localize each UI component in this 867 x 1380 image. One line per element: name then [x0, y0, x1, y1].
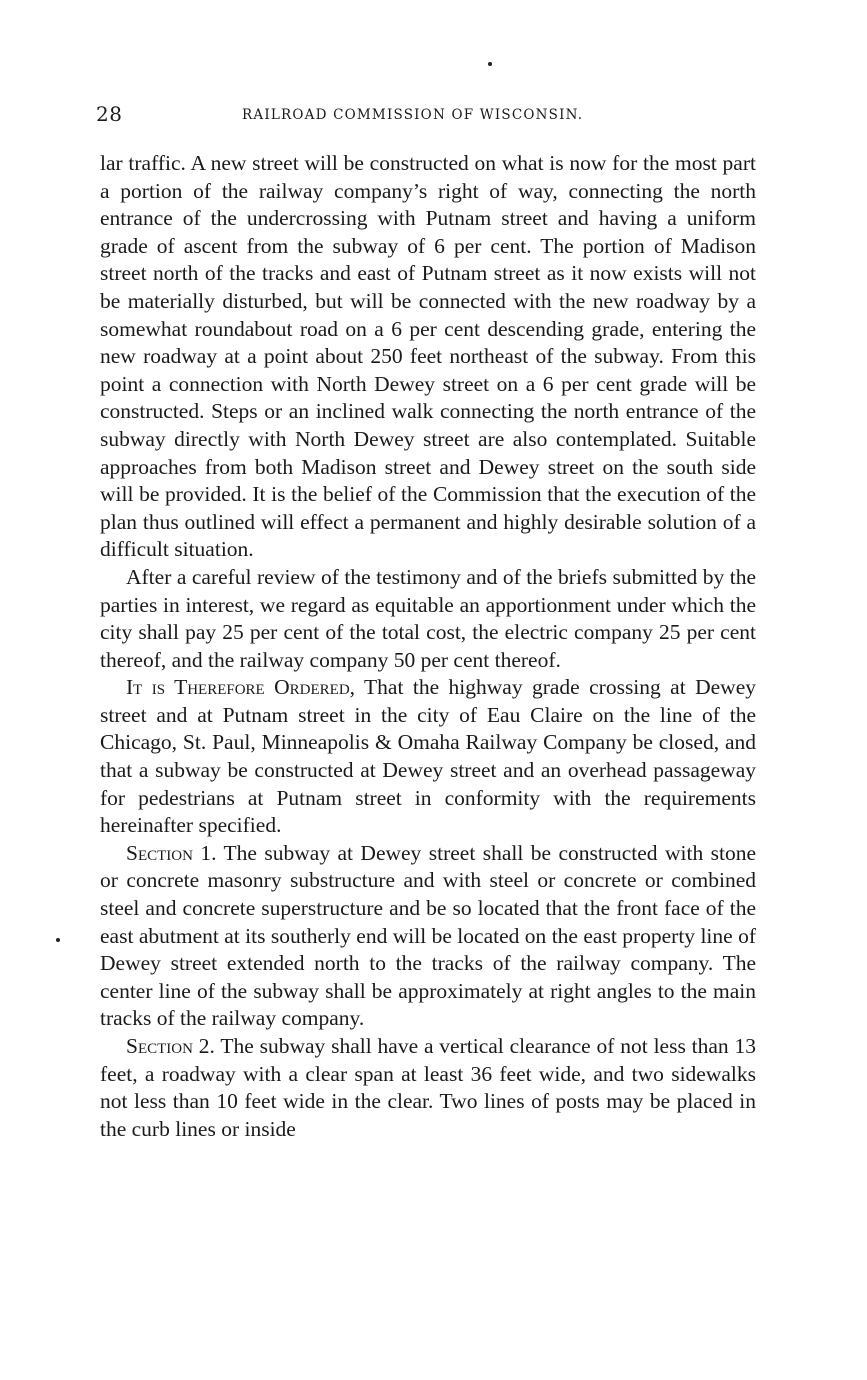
paragraph-5: [100, 1033, 756, 1143]
running-head: RAILROAD COMMISSION OF WISCONSIN.: [242, 107, 584, 123]
paragraph-text: After a careful review of the testimony and of the briefs submitted by the parties in interest, we regard as equitable an apportionment under which the city shall pay 25 per cent of the total cost, the electric company 25 per cent thereof, and the railway company 50 per cent thereof.: [100, 564, 756, 672]
paragraph-text: lar traffic. A new street will be constructed on what is now for the most part a portion of the railway company’s right of way, connecting the north entrance of the undercrossing with Putnam street and having a uniform grade of ascent from the subway of 6 per cent. The portion of Madison street north of the tracks and east of Putnam street as it now exists will not be materially disturbed, but will be connected with the new roadway by a somewhat roundabout road on a 6 per cent descending grade, entering the new roadway at a point about 250 feet northeast of the subway. From this point a connection with North Dewey street on a 6 per cent grade will be constructed. Steps or an inclined walk connecting the north entrance of the subway directly with North Dewey street are also contemplated. Suitable approaches from both Madison street and Dewey street on the south side will be provided. It is the belief of the Commission that the execution of the plan thus outlined will effect a permanent and highly desirable solution of a difficult situation.: [100, 151, 756, 562]
paragraph-4: [100, 840, 756, 1033]
scan-speck: [56, 938, 60, 942]
paragraph-text: The subway shall have a vertical clearance of not less than 13 feet, a roadway with a clear span at least 36 feet wide, and two sidewalks not less than 10 feet wide in the clear. Two lines of posts may be placed in the curb lines or inside: [100, 1034, 756, 1141]
paragraph-3: [100, 674, 756, 840]
paragraph-1: [100, 150, 756, 564]
scan-speck: [488, 62, 492, 66]
paragraph-text: That the highway grade crossing at Dewey street and at Putnam street in the city of Eau Claire on the line of the Chicago, St. Paul, Minneapolis & Omaha Railway Company be closed, and that a subway be constructed at Dewey street and an overhead passageway for pedestrians at Putnam street in conformity with the requirements hereinafter specified.: [100, 675, 756, 838]
paragraph-lead: Section 1.: [126, 840, 217, 865]
page-number: 28: [96, 102, 123, 126]
paragraph-lead: Section 2.: [126, 1034, 215, 1058]
body-text: [100, 150, 756, 1143]
paragraph-lead: It is Therefore Ordered,: [126, 675, 356, 700]
page-header: [96, 102, 764, 130]
paragraph-2: [100, 564, 756, 674]
paragraph-text: The subway at Dewey street shall be constructed with stone or concrete masonry substructure and with steel or concrete or combined steel and concrete superstructure and be so located that the front face of the east abutment at its southerly end will be located on the east property line of Dewey street extended north to the tracks of the railway company. The center line of the subway shall be approximately at right angles to the main tracks of the railway company.: [100, 840, 756, 1031]
